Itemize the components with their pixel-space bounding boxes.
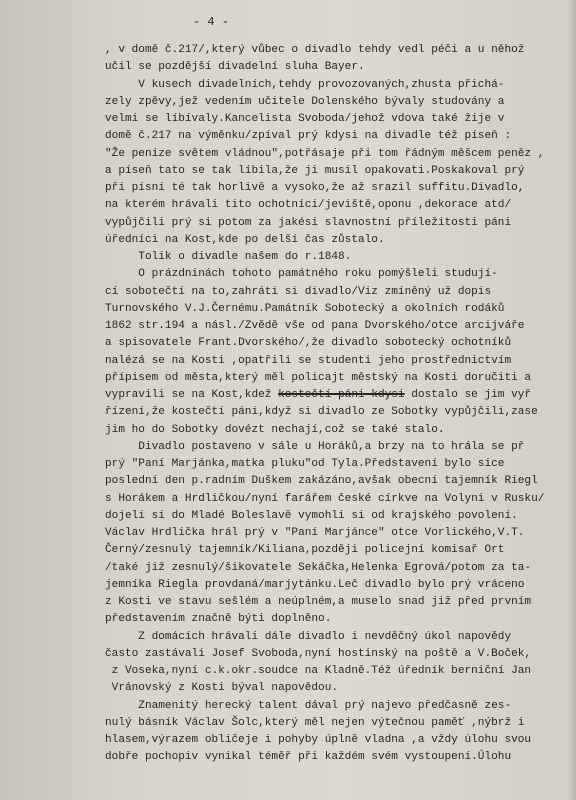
- text-line: , v domě č.217/,který vůbec o divadlo tehdy vedl péči a u něhož: [105, 44, 525, 56]
- text-line: zely zpěvy,jež vedením učitele Dolenského bývaly studovány a: [105, 95, 505, 108]
- text-line: dobře pochopiv vynikal téměř při každém svém vystoupení.Úlohu: [105, 751, 512, 764]
- text-line: Černý/zesnulý tajemník/Kiliana,později policejní komisař Ort: [105, 544, 505, 557]
- text-line: Turnovského V.J.Černému.Památník Sobotecký a okolních rodáků: [105, 302, 505, 315]
- text-line: hlasem,výrazem obličeje i pohyby úplně vladna ,a vždy úlohu svou: [105, 734, 532, 746]
- text-line: Tolik o divadle našem do r.1848.: [105, 251, 352, 263]
- text-line: Znamenitý herecký talent dával prý najevo předčasně zes-: [105, 699, 512, 712]
- text-line: cí sobotečtí na to,zahráti si divadlo/Viz zmíněný už dopis: [105, 285, 492, 298]
- page-number: - 4 -: [193, 15, 230, 29]
- text-line: představením značně býti doplněno.: [105, 613, 332, 626]
- text-line: Z domácích hrávali dále divadlo i nevděčný úkol napovědy: [105, 630, 512, 643]
- text-line: "Že peníze světem vládnou",potřásaje při tom řádným měšcem peněz ,: [105, 147, 545, 160]
- text-line: jemníka Riegla provdaná/marjytánku.Leč divadlo bylo prý vráceno: [105, 578, 525, 591]
- page-body-text: [105, 42, 576, 767]
- text-line: a píseň tato se tak líbila,že ji musil opakovati.Poskakoval prý: [105, 164, 525, 177]
- text-line: řízení,že kostečtí páni,když si divadlo ze Sobotky vypůjčili,zase: [105, 406, 538, 419]
- text-line: domě č.217 na výměnku/zpíval prý kdysi na divadle též píseň :: [105, 130, 512, 143]
- text-line: nalézá se na Kosti ,opatřili se studenti jeho prostřednictvím: [105, 354, 512, 367]
- text-line: nulý básník Václav Šolc,který měl nejen výtečnou paměť ,nýbrž i: [105, 716, 525, 729]
- text-line: jim ho do Sobotky dovézt nechají,což se také stalo.: [105, 423, 445, 436]
- text-line: V kusech divadelních,tehdy provozovaných,zhusta přichá-: [105, 78, 505, 91]
- text-line: /také již zesnulý/šikovatele Sekáčka,Helenka Egrová/potom za ta-: [105, 561, 532, 574]
- text-line: dojeli si do Mladé Boleslavě vymohli si od krajského povolení.: [105, 509, 518, 522]
- text-line: prý "Paní Marjánka,matka pluku"od Tyla.Představení bylo sice: [105, 458, 505, 470]
- text-line: 1862 str.194 a násl./Zvědě vše od pana Dvorského/otce arcijváře: [105, 320, 525, 332]
- text-line: z Voseka,nyní c.k.okr.soudce na Kladně.Též úředník berniční Jan: [105, 665, 532, 677]
- text-line: vypůjčili prý si potom za jakési slavnostní příležitosti páni: [105, 216, 512, 229]
- text-line: z Kosti ve stavu sešlém a neúplném,a muselo snad již před prvním: [105, 596, 532, 608]
- text-line: vypravili se na Kost,kdež kostečtí páni kdysi dostalo se jim vyř: [105, 389, 532, 401]
- text-line: Vránovský z Kosti býval napovědou.: [105, 682, 339, 695]
- text-line: při písni té tak horlivě a vysoko,že až srazil suffitu.Divadlo,: [105, 182, 525, 194]
- text-line: Václav Hrdlička hrál prý v "Paní Marjánce" otce Vorlického,V.T.: [105, 527, 525, 539]
- text-line: s Horákem a Hrdličkou/nyní farářem české církve na Volyni v Rusku/: [105, 492, 545, 505]
- text-line: poslední den p.radním Duškem zakázáno,avšak obecní tajemník Riegl: [105, 475, 538, 488]
- text-line: úředníci na Kost,kde po delší čas zůstalo.: [105, 233, 385, 246]
- page-edge-shadow: [568, 0, 576, 800]
- text-line: a spisovatele Frant.Dvorského/,že divadlo sobotecký ochotníků: [105, 337, 512, 350]
- text-line: na kterém hrávali tito ochotníci/jeviště,oponu ,dekorace atd/: [105, 199, 512, 212]
- text-line: často zastávali Josef Svoboda,nyní hostinský na poště a V.Boček,: [105, 647, 532, 660]
- text-line: Divadlo postaveno v sále u Horáků,a brzy na to hrála se př: [105, 440, 525, 453]
- struck-through-text: kostečtí páni kdysi: [278, 389, 405, 401]
- text-line: velmi se líbívaly.Kancelista Svoboda/jehož vdova také žije v: [105, 113, 505, 125]
- text-line: přípisem od města,který měl policajt městský na Kosti doručiti a: [105, 371, 532, 384]
- text-line: O prázdninách tohoto památného roku pomýšleli studují-: [105, 268, 498, 281]
- text-line: učil se pozdější divadelní sluha Bayer.: [105, 61, 365, 74]
